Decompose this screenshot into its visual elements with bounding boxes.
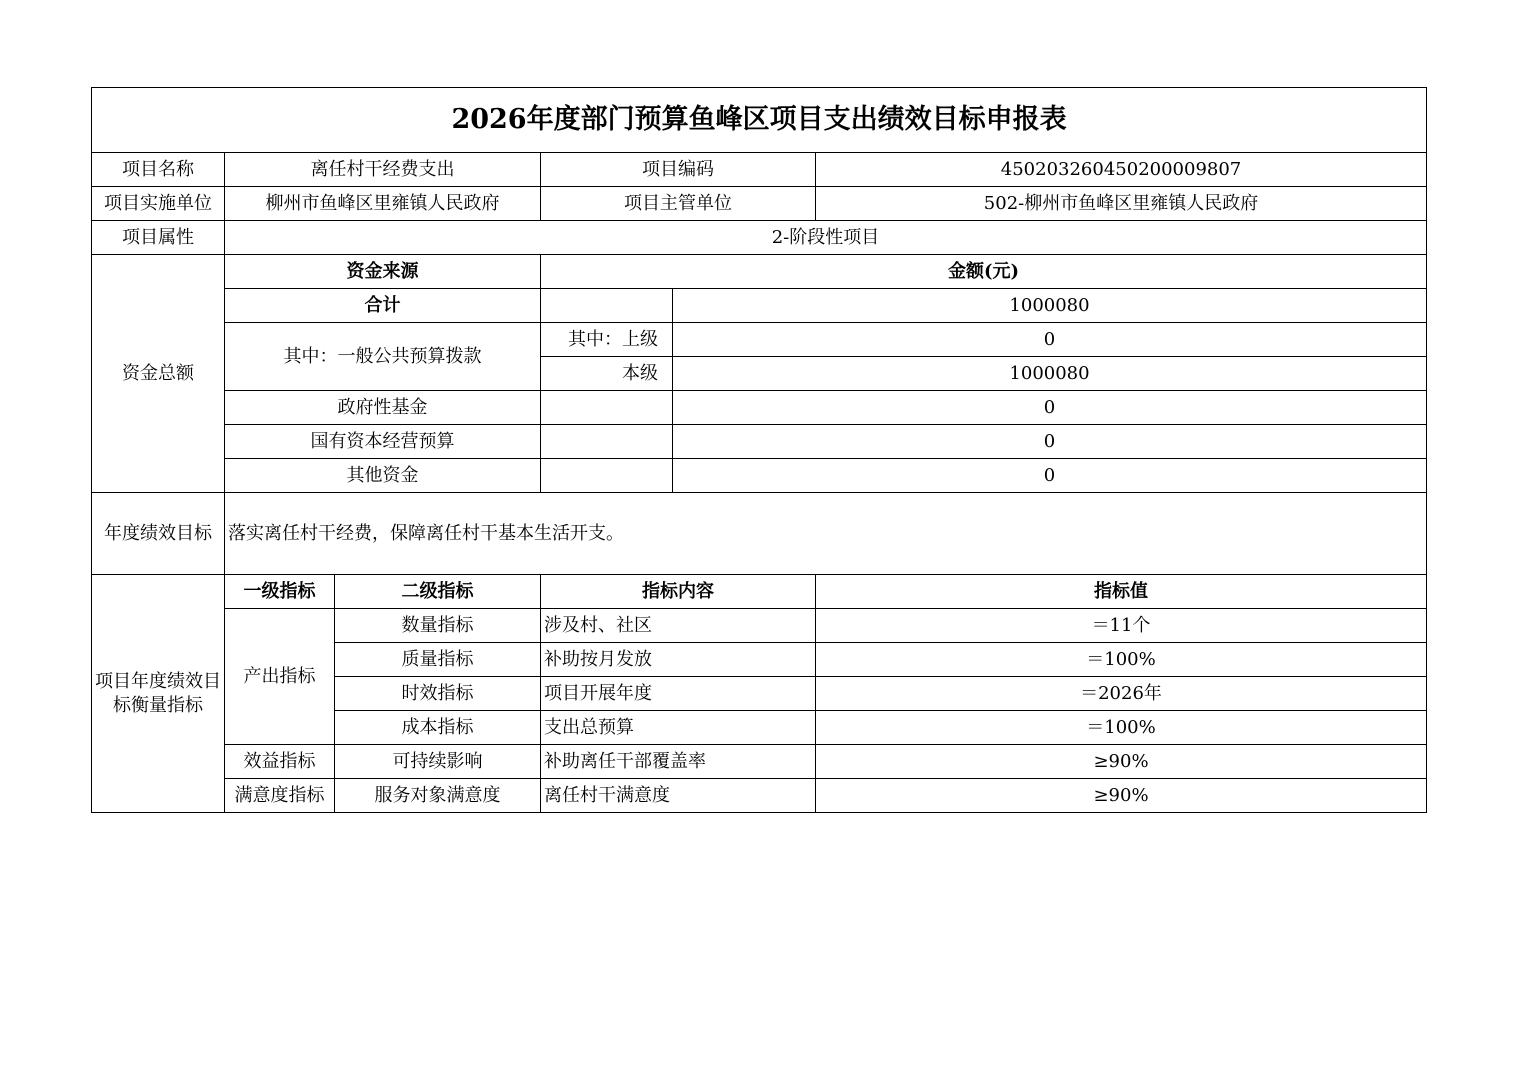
content-header: 指标内容	[541, 575, 816, 609]
indicator-content: 项目开展年度	[541, 677, 816, 711]
indicator-level2: 数量指标	[335, 609, 541, 643]
project-attribute-label: 项目属性	[92, 221, 225, 255]
impl-unit-value: 柳州市鱼峰区里雍镇人民政府	[225, 187, 541, 221]
project-name-value: 离任村干经费支出	[225, 153, 541, 187]
supervisor-unit-label: 项目主管单位	[541, 187, 816, 221]
other-fund-value: 0	[673, 459, 1427, 493]
indicator-content: 离任村干满意度	[541, 779, 816, 813]
indicator-content: 补助离任干部覆盖率	[541, 745, 816, 779]
fund-amount-header: 金额(元)	[541, 255, 1427, 289]
indicator-content: 支出总预算	[541, 711, 816, 745]
fund-total-value: 1000080	[673, 289, 1427, 323]
indicator-level2: 服务对象满意度	[335, 779, 541, 813]
state-capital-sub-cell	[541, 425, 673, 459]
indicator-level2: 成本指标	[335, 711, 541, 745]
state-capital-value: 0	[673, 425, 1427, 459]
local-level-label: 本级	[541, 357, 673, 391]
fund-source-header: 资金来源	[225, 255, 541, 289]
annual-goal-text: 落实离任村干经费，保障离任村干基本生活开支。	[225, 493, 1427, 575]
indicators-section-label: 项目年度绩效目标衡量指标	[92, 575, 225, 813]
output-indicator-label: 产出指标	[225, 609, 335, 745]
gov-fund-value: 0	[673, 391, 1427, 425]
annual-goal-label: 年度绩效目标	[92, 493, 225, 575]
indicator-value: ＝100%	[816, 643, 1427, 677]
benefit-indicator-label: 效益指标	[225, 745, 335, 779]
fund-total-sub-cell	[541, 289, 673, 323]
indicator-value: ＝11个	[816, 609, 1427, 643]
project-code-value: 450203260450200009807	[816, 153, 1427, 187]
upper-level-label: 其中：上级	[541, 323, 673, 357]
indicator-content: 涉及村、社区	[541, 609, 816, 643]
gov-fund-label: 政府性基金	[225, 391, 541, 425]
fund-total-label: 合计	[225, 289, 541, 323]
other-fund-label: 其他资金	[225, 459, 541, 493]
gov-fund-sub-cell	[541, 391, 673, 425]
level2-header: 二级指标	[335, 575, 541, 609]
indicator-value: ≥90%	[816, 779, 1427, 813]
local-level-value: 1000080	[673, 357, 1427, 391]
indicator-value: ＝100%	[816, 711, 1427, 745]
upper-level-value: 0	[673, 323, 1427, 357]
indicator-value: ≥90%	[816, 745, 1427, 779]
level1-header: 一级指标	[225, 575, 335, 609]
other-fund-sub-cell	[541, 459, 673, 493]
project-code-label: 项目编码	[541, 153, 816, 187]
general-budget-label: 其中：一般公共预算拨款	[225, 323, 541, 391]
funds-section-label: 资金总额	[92, 255, 225, 493]
state-capital-label: 国有资本经营预算	[225, 425, 541, 459]
indicator-level2: 可持续影响	[335, 745, 541, 779]
project-name-label: 项目名称	[92, 153, 225, 187]
project-attribute-value: 2-阶段性项目	[225, 221, 1427, 255]
value-header: 指标值	[816, 575, 1427, 609]
satisfaction-indicator-label: 满意度指标	[225, 779, 335, 813]
indicator-level2: 质量指标	[335, 643, 541, 677]
indicator-content: 补助按月发放	[541, 643, 816, 677]
indicator-value: ＝2026年	[816, 677, 1427, 711]
indicator-level2: 时效指标	[335, 677, 541, 711]
supervisor-unit-value: 502-柳州市鱼峰区里雍镇人民政府	[816, 187, 1427, 221]
form-title: 2026年度部门预算鱼峰区项目支出绩效目标申报表	[92, 88, 1427, 153]
performance-target-form	[91, 87, 1427, 813]
impl-unit-label: 项目实施单位	[92, 187, 225, 221]
